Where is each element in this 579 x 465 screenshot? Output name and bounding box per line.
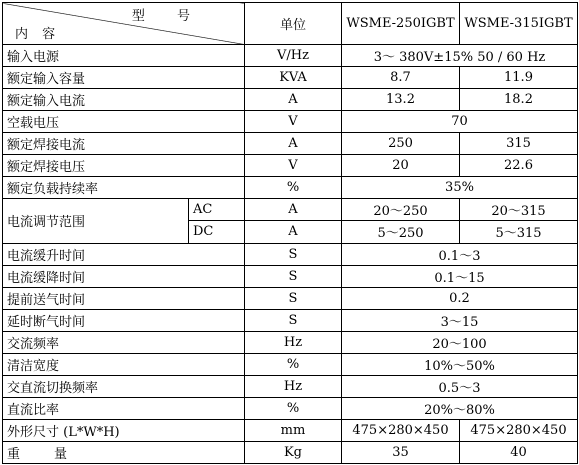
row-value: 3～ 380V±15% 50 / 60 Hz <box>342 45 578 67</box>
row-sublabel-dc: DC <box>189 221 245 243</box>
table-row <box>3 243 578 265</box>
row-value-model2: 11.9 <box>460 67 578 89</box>
spec-table <box>2 2 578 464</box>
model2-header: WSME-315IGBT <box>460 3 578 45</box>
row-unit: S <box>245 309 342 331</box>
row-unit: % <box>245 397 342 419</box>
row-unit: % <box>245 353 342 375</box>
row-value: 0.1～3 <box>342 243 578 265</box>
row-label: 清洁宽度 <box>3 353 245 375</box>
row-label: 延时断气时间 <box>3 309 245 331</box>
row-label: 额定输入容量 <box>3 67 245 89</box>
row-value-model2: 475×280×450 <box>460 419 578 441</box>
table-row <box>3 441 578 463</box>
table-row <box>3 419 578 441</box>
row-label: 额定负载持续率 <box>3 177 245 199</box>
row-unit: S <box>245 287 342 309</box>
row-value-model1: 20 <box>342 155 460 177</box>
row-unit: S <box>245 265 342 287</box>
row-value-model1: 13.2 <box>342 89 460 111</box>
row-label: 额定焊接电压 <box>3 155 245 177</box>
row-value: 3～15 <box>342 309 578 331</box>
row-label: 额定焊接电流 <box>3 133 245 155</box>
row-value-model2: 5～315 <box>460 221 578 243</box>
row-label: 额定输入电流 <box>3 89 245 111</box>
unit-header: 单位 <box>245 3 342 45</box>
row-value-model1: 20～250 <box>342 199 460 221</box>
row-sublabel-ac: AC <box>189 199 245 221</box>
row-value: 70 <box>342 111 578 133</box>
row-unit: A <box>245 199 342 221</box>
row-value-model2: 315 <box>460 133 578 155</box>
row-value: 20%～80% <box>342 397 578 419</box>
row-label: 空载电压 <box>3 111 245 133</box>
row-value: 0.1～15 <box>342 265 578 287</box>
row-label: 输入电源 <box>3 45 245 67</box>
row-value: 0.2 <box>342 287 578 309</box>
row-unit: A <box>245 221 342 243</box>
table-row <box>3 353 578 375</box>
row-label-weight <box>3 441 245 463</box>
row-unit: Hz <box>245 331 342 353</box>
table-row <box>3 397 578 419</box>
row-unit: KVA <box>245 67 342 89</box>
row-value-model1: 35 <box>342 441 460 463</box>
header-row <box>3 3 578 45</box>
row-label: 电流缓升时间 <box>3 243 245 265</box>
row-value-model1: 5～250 <box>342 221 460 243</box>
table-row <box>3 177 578 199</box>
table-row <box>3 155 578 177</box>
table-row <box>3 287 578 309</box>
table-row <box>3 45 578 67</box>
row-value: 0.5～3 <box>342 375 578 397</box>
table-row <box>3 309 578 331</box>
row-value: 10%～50% <box>342 353 578 375</box>
row-value-model2: 18.2 <box>460 89 578 111</box>
row-value: 20～100 <box>342 331 578 353</box>
row-value-model2: 40 <box>460 441 578 463</box>
row-unit: Kg <box>245 441 342 463</box>
row-label: 直流比率 <box>3 397 245 419</box>
row-unit: V/Hz <box>245 45 342 67</box>
row-unit: mm <box>245 419 342 441</box>
row-unit: A <box>245 89 342 111</box>
row-value: 35% <box>342 177 578 199</box>
row-unit: V <box>245 111 342 133</box>
row-label: 提前送气时间 <box>3 287 245 309</box>
table-row <box>3 111 578 133</box>
model-header-label: 型 号 <box>131 9 204 24</box>
row-label: 电流缓降时间 <box>3 265 245 287</box>
row-label: 交流频率 <box>3 331 245 353</box>
table-row <box>3 133 578 155</box>
table-row <box>3 67 578 89</box>
row-value-model1: 250 <box>342 133 460 155</box>
table-row <box>3 199 578 221</box>
row-unit: V <box>245 155 342 177</box>
row-label: 交直流切换频率 <box>3 375 245 397</box>
row-value-model2: 20～315 <box>460 199 578 221</box>
row-value-model1: 8.7 <box>342 67 460 89</box>
table-row <box>3 89 578 111</box>
weight-label: 重量 <box>7 446 102 462</box>
table-row <box>3 265 578 287</box>
row-unit: S <box>245 243 342 265</box>
table-row <box>3 375 578 397</box>
row-value-model1: 475×280×450 <box>342 419 460 441</box>
row-unit: % <box>245 177 342 199</box>
row-label: 外形尺寸 (L*W*H) <box>3 419 245 441</box>
model1-header: WSME-250IGBT <box>342 3 460 45</box>
table-row <box>3 331 578 353</box>
row-unit: A <box>245 133 342 155</box>
diagonal-header-cell <box>3 3 245 45</box>
row-unit: Hz <box>245 375 342 397</box>
row-value-model2: 22.6 <box>460 155 578 177</box>
row-label: 电流调节范围 <box>3 199 189 243</box>
content-header-label: 内 容 <box>15 27 61 43</box>
